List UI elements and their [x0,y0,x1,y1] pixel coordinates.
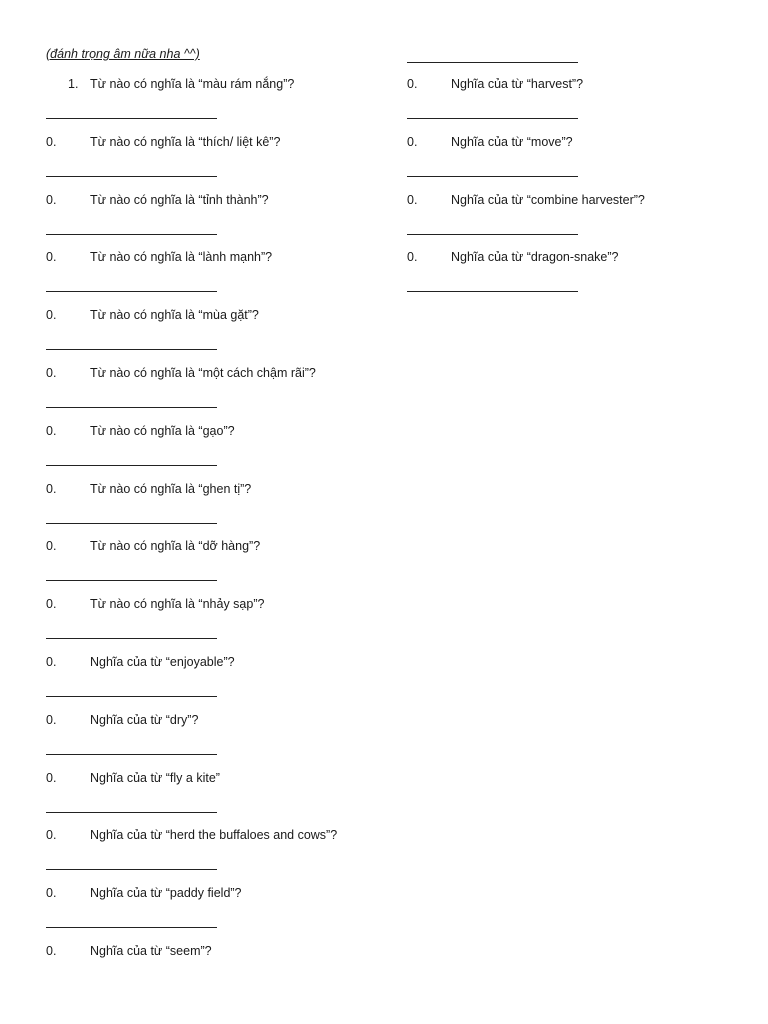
question-number: 0. [46,944,57,958]
question-text: Từ nào có nghĩa là “lành mạnh”? [90,250,273,265]
question-text: Từ nào có nghĩa là “gạo”? [90,423,235,438]
question-number: 0. [46,712,57,727]
question-text: Nghĩa của từ “seem”? [90,944,212,958]
answer-blank[interactable] [46,118,217,119]
question-number: 0. [46,192,57,207]
question-number: 0. [46,134,57,149]
question-text: Từ nào có nghĩa là “mùa gặt”? [90,308,259,323]
answer-blank[interactable] [46,465,217,466]
question-text: Nghĩa của từ “dry”? [90,712,199,727]
answer-blank[interactable] [46,523,217,524]
question-text: Từ nào có nghĩa là “ghen tị”? [90,481,252,496]
question-number: 0. [46,655,57,669]
answer-blank[interactable] [407,62,578,63]
answer-blank[interactable] [46,176,217,177]
question-text: Nghĩa của từ “herd the buffaloes and cows”? [90,828,338,843]
answer-blank[interactable] [46,291,217,292]
answer-blank[interactable] [46,580,217,581]
question-text: Từ nào có nghĩa là “một cách chậm rãi”? [90,366,316,380]
question-number: 0. [46,423,57,438]
question-text: Từ nào có nghĩa là “dỡ hàng”? [90,539,261,554]
question-text: Từ nào có nghĩa là “nhảy sạp”? [90,597,265,612]
answer-blank[interactable] [46,234,217,235]
question-number: 0. [46,770,57,785]
question-number: 1. [68,77,79,91]
answer-blank[interactable] [407,118,578,119]
question-number: 0. [46,308,57,323]
question-number: 0. [46,366,57,380]
question-number: 0. [46,886,57,901]
answer-blank[interactable] [46,927,217,928]
question-number: 0. [46,597,57,612]
question-text: Từ nào có nghĩa là “thích/ liệt kê”? [90,134,281,149]
question-text: Nghĩa của từ “move”? [451,134,573,149]
question-number: 0. [46,481,57,496]
answer-blank[interactable] [46,869,217,870]
answer-blank[interactable] [46,638,217,639]
answer-blank[interactable] [46,349,217,350]
question-text: Nghĩa của từ “fly a kite” [90,770,220,785]
question-text: Từ nào có nghĩa là “màu rám nắng”? [90,77,295,91]
question-number: 0. [407,134,418,149]
answer-blank[interactable] [407,176,578,177]
question-number: 0. [407,250,418,265]
question-text: Từ nào có nghĩa là “tỉnh thành”? [90,192,269,207]
question-text: Nghĩa của từ “harvest”? [451,77,584,91]
answer-blank[interactable] [46,812,217,813]
answer-blank[interactable] [407,234,578,235]
question-number: 0. [407,77,418,91]
answer-blank[interactable] [407,291,578,292]
instruction-note: (đánh trọng âm nữa nha ^^) [46,47,200,61]
question-number: 0. [46,828,57,843]
question-text: Nghĩa của từ “combine harvester”? [451,192,645,207]
question-text: Nghĩa của từ “paddy field”? [90,886,242,901]
question-number: 0. [46,539,57,554]
question-text: Nghĩa của từ “dragon-snake”? [451,250,619,265]
answer-blank[interactable] [46,754,217,755]
answer-blank[interactable] [46,407,217,408]
question-number: 0. [407,192,418,207]
question-number: 0. [46,250,57,265]
answer-blank[interactable] [46,696,217,697]
question-text: Nghĩa của từ “enjoyable”? [90,655,235,669]
